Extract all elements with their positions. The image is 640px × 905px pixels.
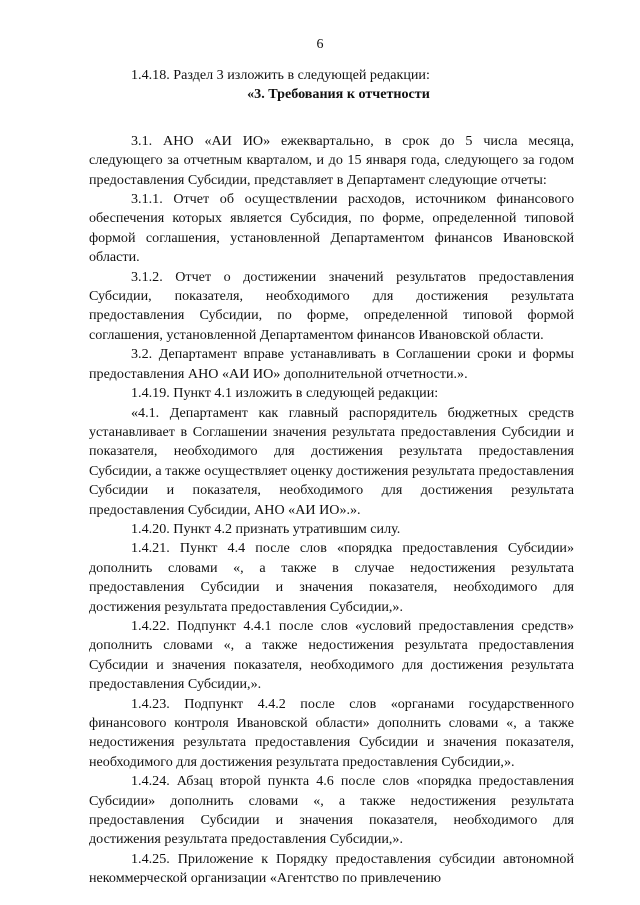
paragraph-3-1-1: 3.1.1. Отчет об осуществлении расходов, источником финансового обеспечения которых является Субсидия, по форме, определенной типовой формой соглашения, установленной Департаментом финансов Ивановской области.: [89, 191, 574, 266]
paragraph-1-4-22: 1.4.22. Подпункт 4.4.1 после слов «условий предоставления средств» дополнить словами «, а также недостижения результата предоставления Субсидии и значения показателя, необходимого для достижения результата предоставления Субсидии,».: [89, 617, 574, 693]
paragraph-1-4-21: 1.4.21. Пункт 4.4 после слов «порядка предоставления Субсидии» дополнить словами «, а также в случае недостижения результата предоставления Субсидии и значения показателя, необходимого для достижения результата предоставления Субсидии,».: [89, 540, 574, 615]
paragraph-1-4-23: 1.4.23. Подпункт 4.4.2 после слов «органами государственного финансового контроля Ивановской области» дополнить словами «, а также недостижения результата предоставления Субсидии и значения показателя, необходимого для достижения результата предоставления Субсидии,».: [89, 695, 574, 770]
document-body: [89, 66, 574, 889]
section-heading: «3. Требования к отчетности: [247, 86, 430, 103]
paragraph-3-1-2: 3.1.2. Отчет о достижении значений результатов предоставления Субсидии, показателя, необходимого для достижения результата предоставления Субсидии, по форме, определенной типовой формой соглашения, установленной Департаментом финансов Ивановской области.: [89, 268, 574, 343]
paragraph-3-2: 3.2. Департамент вправе устанавливать в Соглашении сроки и формы предоставления АНО «АИ ИО» дополнительной отчетности.».: [89, 346, 574, 382]
page-number: 6: [316, 37, 324, 52]
paragraph-3-1: 3.1. АНО «АИ ИО» ежеквартально, в срок до 5 числа месяца, следующего за отчетным кварталом, и до 15 января года, следующего за годом предоставления Субсидии, представляет в Департамент следующие отчеты:: [89, 132, 574, 188]
paragraph-1-4-18: 1.4.18. Раздел 3 изложить в следующей редакции:: [131, 67, 430, 83]
paragraph-1-4-19: 1.4.19. Пункт 4.1 изложить в следующей редакции:: [131, 385, 439, 402]
paragraph-4-1: «4.1. Департамент как главный распорядитель бюджетных средств устанавливает в Соглашении значения результата предоставления Субсидии и показателя, необходимого для достижения результата предоставления Субсидии, а также осуществляет оценку достижения результата предоставления Субсидии и показателя, необходимого для достижения результата предоставления Субсидии, АНО «АИ ИО».».: [89, 404, 574, 518]
paragraph-1-4-25: 1.4.25. Приложение к Порядку предоставления субсидии автономной некоммерческой организации «Агентство по привлечению: [89, 850, 574, 887]
paragraph-1-4-24: 1.4.24. Абзац второй пункта 4.6 после слов «порядка предоставления Субсидии» дополнить словами «, а также недостижения результата предоставления Субсидии и значения показателя, необходимого для достижения результата предоставления Субсидии,».: [89, 773, 574, 848]
paragraph-1-4-20: 1.4.20. Пункт 4.2 признать утратившим силу.: [131, 520, 401, 537]
